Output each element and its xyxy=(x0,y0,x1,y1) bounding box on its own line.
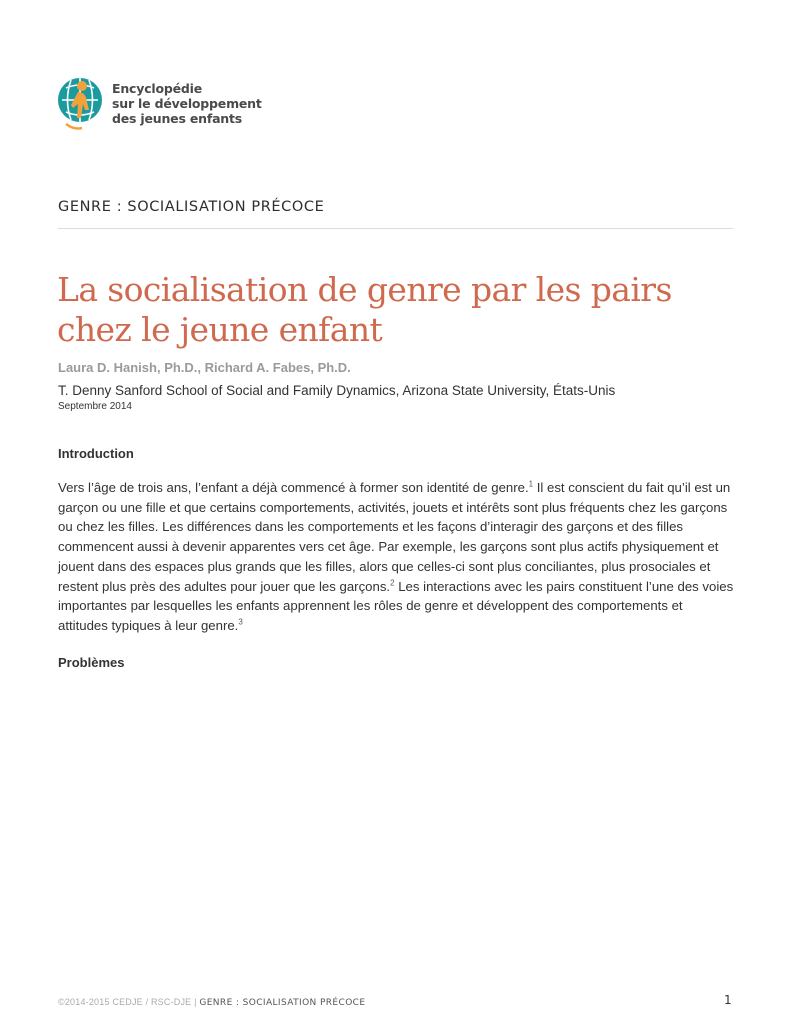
section-title: GENRE : SOCIALISATION PRÉCOCE xyxy=(58,199,325,215)
article-date: Septembre 2014 xyxy=(58,401,132,412)
encyclopedia-logo xyxy=(56,74,262,132)
logo-wordmark xyxy=(112,81,262,126)
footer-copyright: ©2014-2015 CEDJE / RSC-DJE | xyxy=(58,997,197,1007)
intro-text-3: Les interactions avec les pairs constituent l’une des voies importantes par lesquelles les enfants apprennent les rôles de genre et développent des comportements et attitudes typiques à leur genre. xyxy=(58,578,734,633)
intro-text-2: Il est conscient du fait qu’il est un garçon ou une fille et que certains comportements, activités, jouets et intérêts sont plus fréquents chez les garçons ou chez les filles. Les différences dans les comportements et les façons d’interagir des garçons et des filles commencent aussi à devenir apparentes vers cet âge. Par exemple, les garçons sont plus actifs physiquement et jouent dans des espaces plus grands que les filles, alors que celles-ci sont plus conciliantes, plus prosociales et restent plus près des adultes pour jouer que les garçons. xyxy=(58,480,731,594)
globe-child-logo-icon xyxy=(56,74,106,132)
logo-line-3: des jeunes enfants xyxy=(112,110,243,126)
introduction-paragraph xyxy=(58,478,734,636)
logo-line-2: sur le développement xyxy=(112,95,262,111)
intro-text-1: Vers l’âge de trois ans, l’enfant a déjà commencé à former son identité de genre. xyxy=(58,480,529,495)
introduction-heading: Introduction xyxy=(58,446,134,461)
header-divider xyxy=(58,228,733,229)
article-title: La socialisation de genre par les pairs chez le jeune enfant xyxy=(57,270,672,349)
reference-1[interactable]: 1 xyxy=(528,479,534,489)
page-footer xyxy=(58,997,365,1008)
article-authors: Laura D. Hanish, Ph.D., Richard A. Fabes, Ph.D. xyxy=(58,360,351,375)
reference-2[interactable]: 2 xyxy=(390,578,395,588)
page-number: 1 xyxy=(724,993,732,1007)
logo-line-1: Encyclopédie xyxy=(112,80,203,96)
reference-3[interactable]: 3 xyxy=(238,617,243,627)
problems-heading: Problèmes xyxy=(58,655,125,670)
footer-section: GENRE : SOCIALISATION PRÉCOCE xyxy=(199,998,366,1008)
article-affiliation: T. Denny Sanford School of Social and Family Dynamics, Arizona State University, États-Unis xyxy=(58,383,616,398)
